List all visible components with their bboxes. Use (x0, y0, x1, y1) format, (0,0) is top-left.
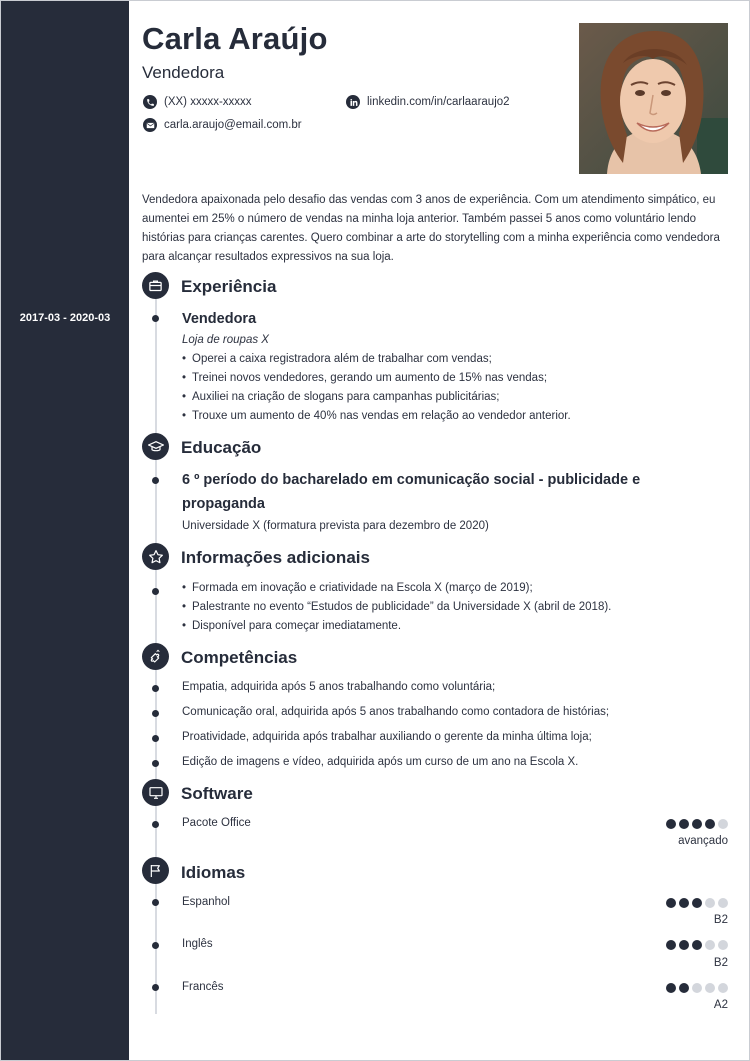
section-title-skills: Competências (181, 648, 298, 667)
company-name: Loja de roupas X (182, 334, 269, 346)
phone-text: (XX) xxxxx-xxxxx (164, 96, 252, 108)
timeline-dot (152, 588, 159, 595)
software-name: Pacote Office (182, 817, 251, 829)
list-item: Comunicação oral, adquirida após 5 anos trabalhando como contadora de histórias; (182, 706, 610, 718)
section-title-education: Educação (181, 438, 262, 457)
timeline-dot (152, 942, 159, 949)
contact-email[interactable] (143, 118, 302, 132)
list-item: • Auxiliei na criação de slogans para campanhas publicitárias; (182, 391, 499, 403)
timeline-dot (152, 899, 159, 906)
rating-dot-filled (679, 898, 689, 908)
timeline-dot (152, 760, 159, 767)
timeline-dot (152, 821, 159, 828)
language-level: A2 (713, 999, 728, 1011)
language-level: B2 (713, 957, 728, 969)
list-item: Empatia, adquirida após 5 anos trabalhando como voluntária; (182, 681, 496, 693)
rating-dot-filled (666, 898, 676, 908)
rating-dot-empty (718, 819, 728, 829)
sidebar (1, 1, 129, 1061)
list-item: • Palestrante no evento “Estudos de publicidade” da Universidade X (abril de 2018). (182, 601, 611, 613)
rating-dot-filled (679, 819, 689, 829)
list-item: • Operei a caixa registradora além de trabalhar com vendas; (182, 353, 492, 365)
monitor-icon (142, 779, 169, 806)
rating-dot-filled (692, 819, 702, 829)
rating-dot-filled (666, 940, 676, 950)
section-title-additional: Informações adicionais (181, 548, 370, 567)
list-item: Proatividade, adquirida após trabalhar auxiliando o gerente da minha última loja; (182, 731, 592, 743)
linkedin-text[interactable]: linkedin.com/in/carlaaraujo2 (367, 96, 510, 108)
experience-date: 2017-03 - 2020-03 (19, 312, 111, 324)
rating-dot-empty (692, 983, 702, 993)
rating-dot-filled (705, 819, 715, 829)
rating-dot-empty (705, 898, 715, 908)
timeline-dot (152, 315, 159, 322)
degree-title-line2: propaganda (182, 496, 265, 512)
language-name: Inglês (182, 938, 213, 950)
timeline-dot (152, 477, 159, 484)
profile-photo (579, 23, 728, 174)
phone-icon (143, 95, 157, 109)
section-title-languages: Idiomas (181, 863, 246, 882)
rating-dot-empty (705, 983, 715, 993)
list-item: • Formada em inovação e criatividade na Escola X (março de 2019); (182, 582, 533, 594)
email-text[interactable]: carla.araujo@email.com.br (164, 119, 302, 131)
language-name: Espanhol (182, 896, 230, 908)
list-item: • Treinei novos vendedores, gerando um aumento de 15% nas vendas; (182, 372, 547, 384)
timeline-dot (152, 984, 159, 991)
rating-dot-filled (679, 940, 689, 950)
rating-dot-empty (718, 898, 728, 908)
rating-dot-filled (692, 898, 702, 908)
language-level: B2 (713, 914, 728, 926)
list-item: • Trouxe um aumento de 40% nas vendas em relação ao vendedor anterior. (182, 410, 571, 422)
star-icon (142, 543, 169, 570)
rating-dot-empty (718, 940, 728, 950)
timeline-dot (152, 735, 159, 742)
contact-phone (143, 95, 252, 109)
rating-dot-filled (692, 940, 702, 950)
degree-title-line1: 6 º período do bacharelado em comunicação social - publicidade e (182, 472, 641, 488)
rating-dots (666, 983, 728, 993)
language-name: Francês (182, 981, 224, 993)
section-title-experience: Experiência (181, 277, 277, 296)
timeline-dot (152, 710, 159, 717)
rating-dot-filled (666, 983, 676, 993)
rating-dots (666, 940, 728, 950)
rating-dots (666, 819, 728, 829)
summary-text: Vendedora apaixonada pelo desafio das vendas com 3 anos de experiência. Com um atendimento simpático, eu aumentei em 25% o número de vendas na minha loja anterior. Também passei 5 anos como voluntário lendo histórias para crianças carentes. Quero combinar a arte do storytelling com a minha experiência como vendedora para alcançar resultados expressivos na sua loja. (142, 194, 720, 263)
job-title: Vendedora (182, 311, 257, 327)
section-title-software: Software (181, 784, 253, 803)
rating-dot-empty (705, 940, 715, 950)
flag-icon (142, 857, 169, 884)
rating-dot-filled (679, 983, 689, 993)
software-level: avançado (678, 835, 728, 847)
candidate-name: Carla Araújo (142, 21, 328, 56)
list-item: • Disponível para começar imediatamente. (182, 620, 401, 632)
rating-dots (666, 898, 728, 908)
school-name: Universidade X (formatura prevista para dezembro de 2020) (182, 520, 489, 532)
puzzle-icon (142, 643, 169, 670)
timeline-dot (152, 685, 159, 692)
rating-dot-empty (718, 983, 728, 993)
linkedin-icon (346, 95, 360, 109)
graduation-cap-icon (142, 433, 169, 460)
candidate-role: Vendedora (142, 63, 225, 82)
rating-dot-filled (666, 819, 676, 829)
contact-linkedin[interactable] (346, 95, 510, 109)
list-item: Edição de imagens e vídeo, adquirida após um curso de um ano na Escola X. (182, 756, 579, 768)
briefcase-icon (142, 272, 169, 299)
email-icon (143, 118, 157, 132)
